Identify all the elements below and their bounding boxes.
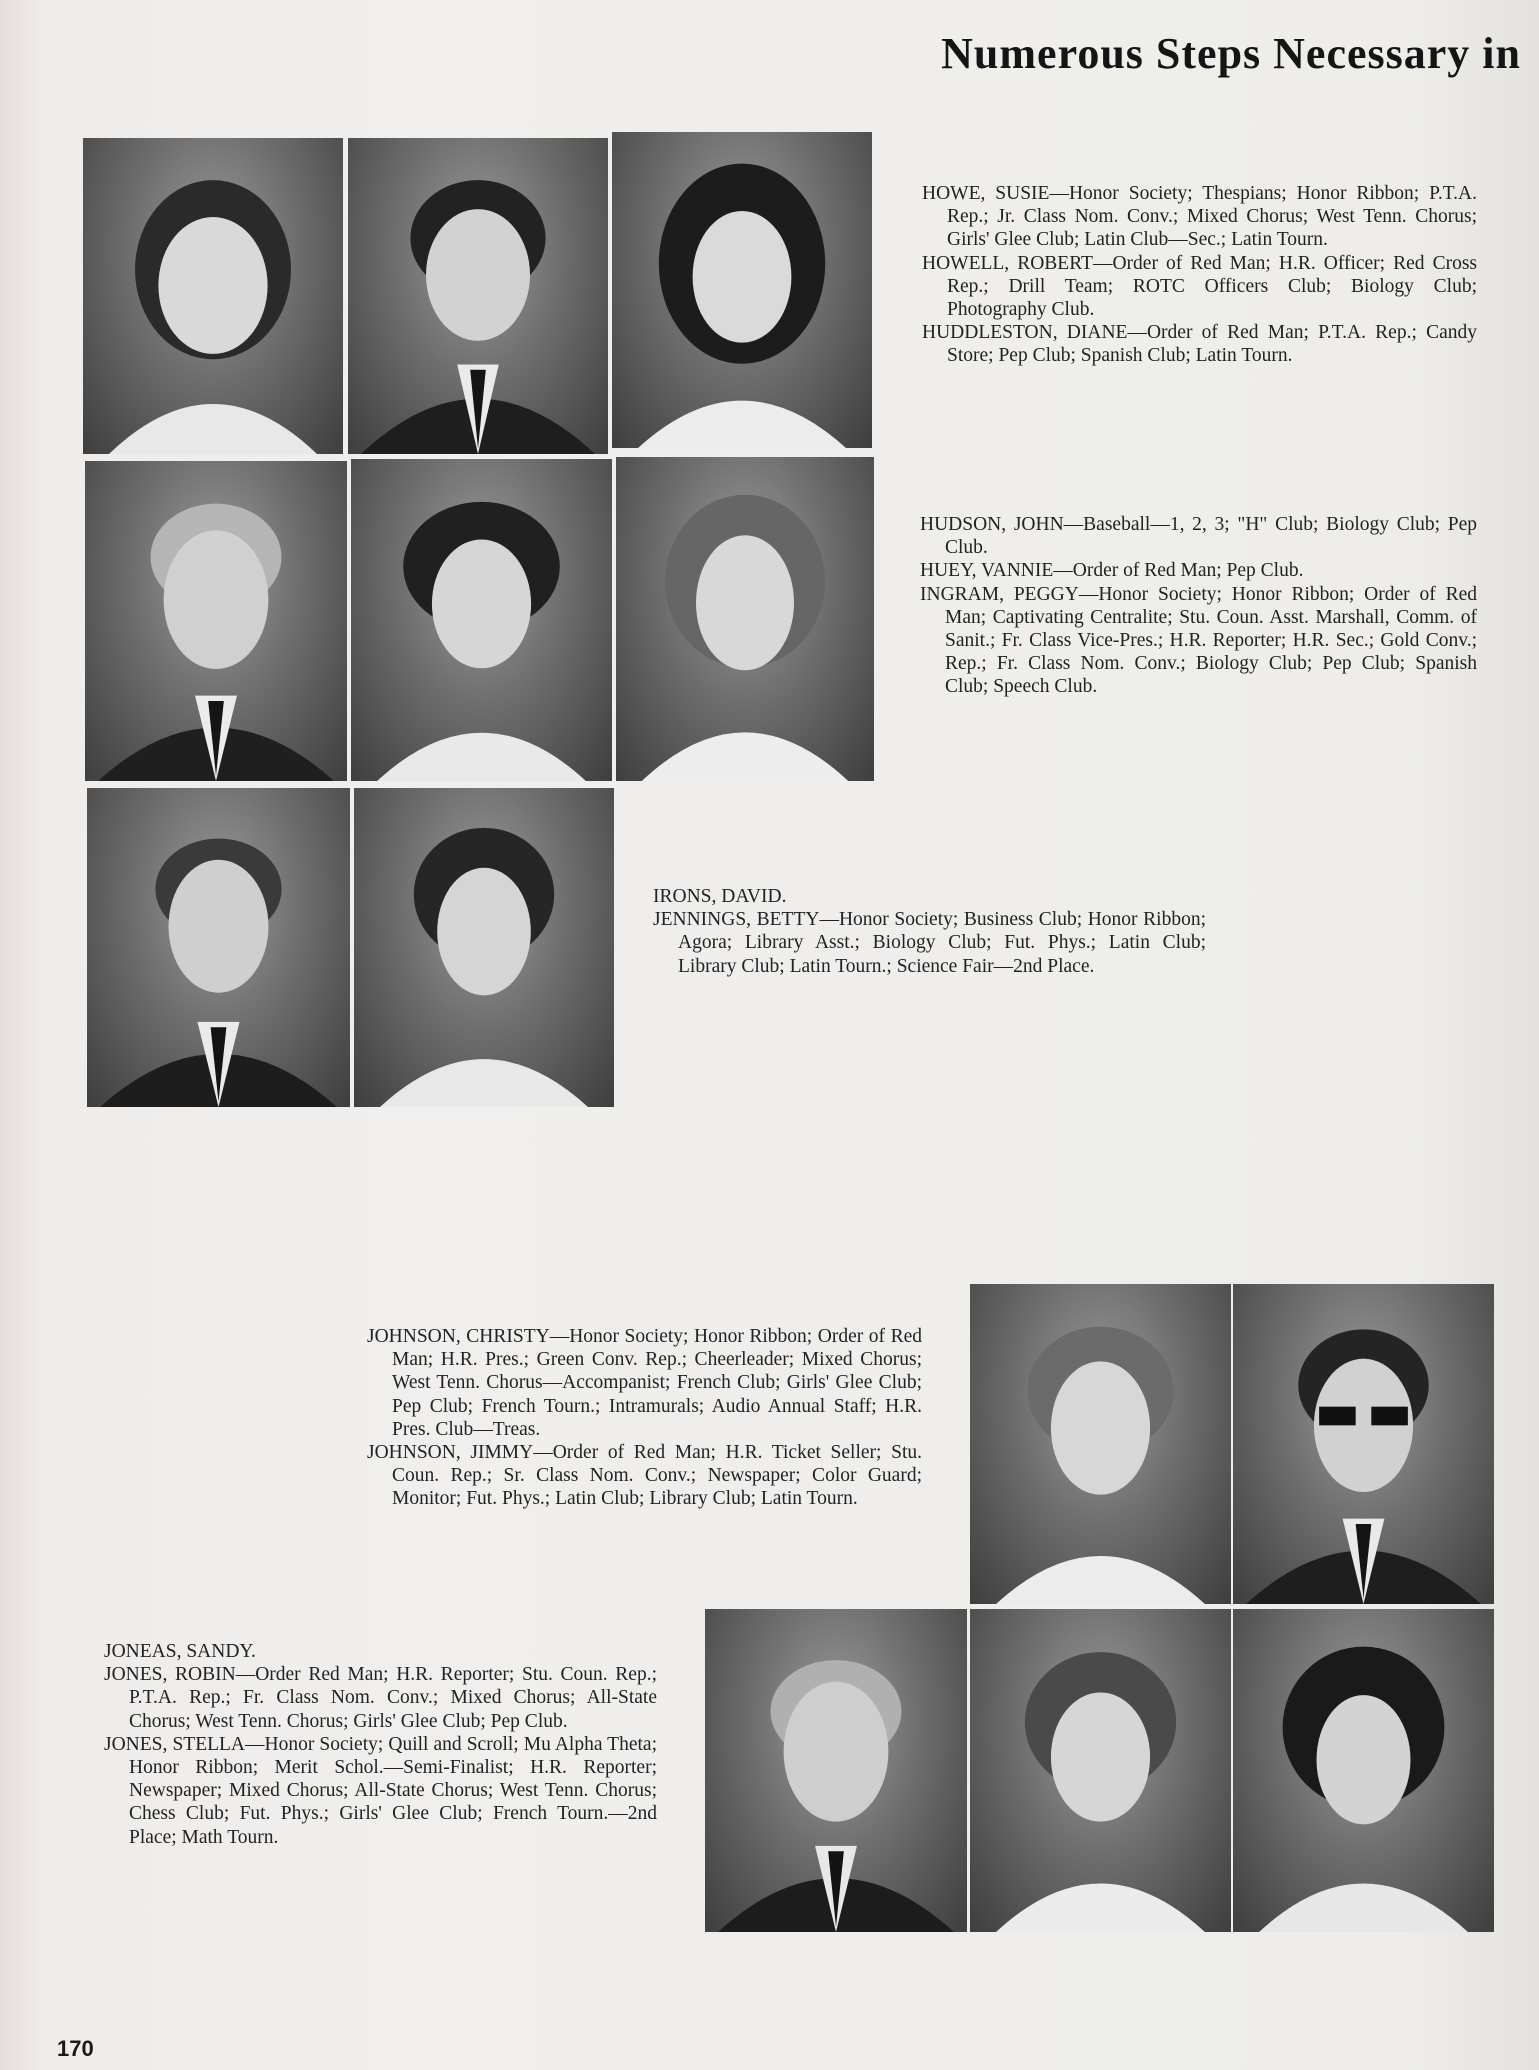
portrait-photo-jones-robin bbox=[970, 1609, 1231, 1932]
portrait-photo-hudson bbox=[85, 461, 347, 781]
page-number: 170 bbox=[57, 2036, 94, 2061]
bio-entry: HOWE, SUSIE—Honor Society; Thespians; Honor Ribbon; P.T.A. Rep.; Jr. Class Nom. Conv.; Mixed Chorus; West Tenn. Chorus; Girls' Glee Club; Latin Club—Sec.; Latin Tourn. bbox=[922, 183, 1477, 251]
bio-entry: JENNINGS, BETTY—Honor Society; Business Club; Honor Ribbon; Agora; Library Asst.; Biology Club; Fut. Phys.; Latin Club; Library Club; Latin Tourn.; Science Fair—2nd Place. bbox=[653, 909, 1206, 977]
bio-entry: HUDDLESTON, DIANE—Order of Red Man; P.T.A. Rep.; Candy Store; Pep Club; Spanish Club; Latin Tourn. bbox=[922, 322, 1477, 367]
bio-entry: INGRAM, PEGGY—Honor Society; Honor Ribbon; Order of Red Man; Captivating Centralite; Stu. Coun. Asst. Marshall, Comm. of Sanit.; Fr. Class Vice-Pres.; H.R. Reporter; H.R. Sec.; Gold Conv.; Rep.; Fr. Class Nom. Conv.; Biology Club; Pep Club; Spanish Club; Speech Club. bbox=[920, 583, 1477, 698]
portrait-photo-johnson-jimmy bbox=[1233, 1284, 1494, 1604]
bio-entry: JONES, ROBIN—Order Red Man; H.R. Reporter; Stu. Coun. Rep.; P.T.A. Rep.; Fr. Class Nom. Conv.; Mixed Chorus; All-State Chorus; West Tenn. Chorus; Girls' Glee Club; Pep Club. bbox=[104, 1664, 657, 1732]
portrait-photo-ingram bbox=[616, 457, 874, 781]
bio-entry: HUEY, VANNIE—Order of Red Man; Pep Club. bbox=[920, 560, 1304, 582]
portrait-photo-irons bbox=[87, 788, 350, 1107]
page-headline: Numerous Steps Necessary in bbox=[941, 29, 1521, 78]
bio-entry: JONEAS, SANDY. bbox=[104, 1641, 256, 1662]
bio-entry: JOHNSON, CHRISTY—Honor Society; Honor Ribbon; Order of Red Man; H.R. Pres.; Green Conv. Rep.; Cheerleader; Mixed Chorus; West Tenn. Chorus—Accompanist; French Club; Girls' Glee Club; Pep Club; French Tourn.; Intramurals; Audio Annual Staff; H.R. Pres. Club—Treas. bbox=[367, 1326, 922, 1440]
bio-entry: HUDSON, JOHN—Baseball—1, 2, 3; "H" Club; Biology Club; Pep Club. bbox=[920, 514, 1477, 559]
portrait-photo-johnson-christy bbox=[970, 1284, 1231, 1604]
bio-entry: HOWELL, ROBERT—Order of Red Man; H.R. Officer; Red Cross Rep.; Drill Team; ROTC Officers Club; Biology Club; Photography Club. bbox=[922, 252, 1477, 321]
bio-entry: IRONS, DAVID. bbox=[653, 886, 787, 907]
portrait-photo-howell bbox=[348, 138, 608, 454]
bio-block-howe-group bbox=[922, 182, 1477, 368]
portrait-photo-huey bbox=[351, 459, 612, 781]
portrait-photo-jennings bbox=[354, 788, 614, 1107]
portrait-photo-huddleston bbox=[612, 132, 872, 448]
portrait-photo-jones-stella bbox=[1233, 1609, 1494, 1932]
bio-entry: JONES, STELLA—Honor Society; Quill and Scroll; Mu Alpha Theta; Honor Ribbon; Merit Schol.—Semi-Finalist; H.R. Reporter; Newspaper; Mixed Chorus; All-State Chorus; West Tenn. Chorus; Chess Club; Fut. Phys.; Girls' Glee Club; French Tourn.—2nd Place; Math Tourn. bbox=[104, 1733, 657, 1848]
portrait-photo-howe bbox=[83, 138, 343, 454]
bio-block-irons-group bbox=[653, 885, 1206, 978]
bio-block-hudson-group bbox=[920, 513, 1477, 699]
portrait-photo-joneas bbox=[705, 1609, 967, 1932]
bio-entry: JOHNSON, JIMMY—Order of Red Man; H.R. Ticket Seller; Stu. Coun. Rep.; Sr. Class Nom. Conv.; Newspaper; Color Guard; Monitor; Fut. Phys.; Latin Club; Library Club; Latin Tourn. bbox=[367, 1442, 922, 1510]
bio-block-jones-group bbox=[104, 1640, 657, 1849]
bio-block-johnson-group bbox=[367, 1325, 922, 1511]
